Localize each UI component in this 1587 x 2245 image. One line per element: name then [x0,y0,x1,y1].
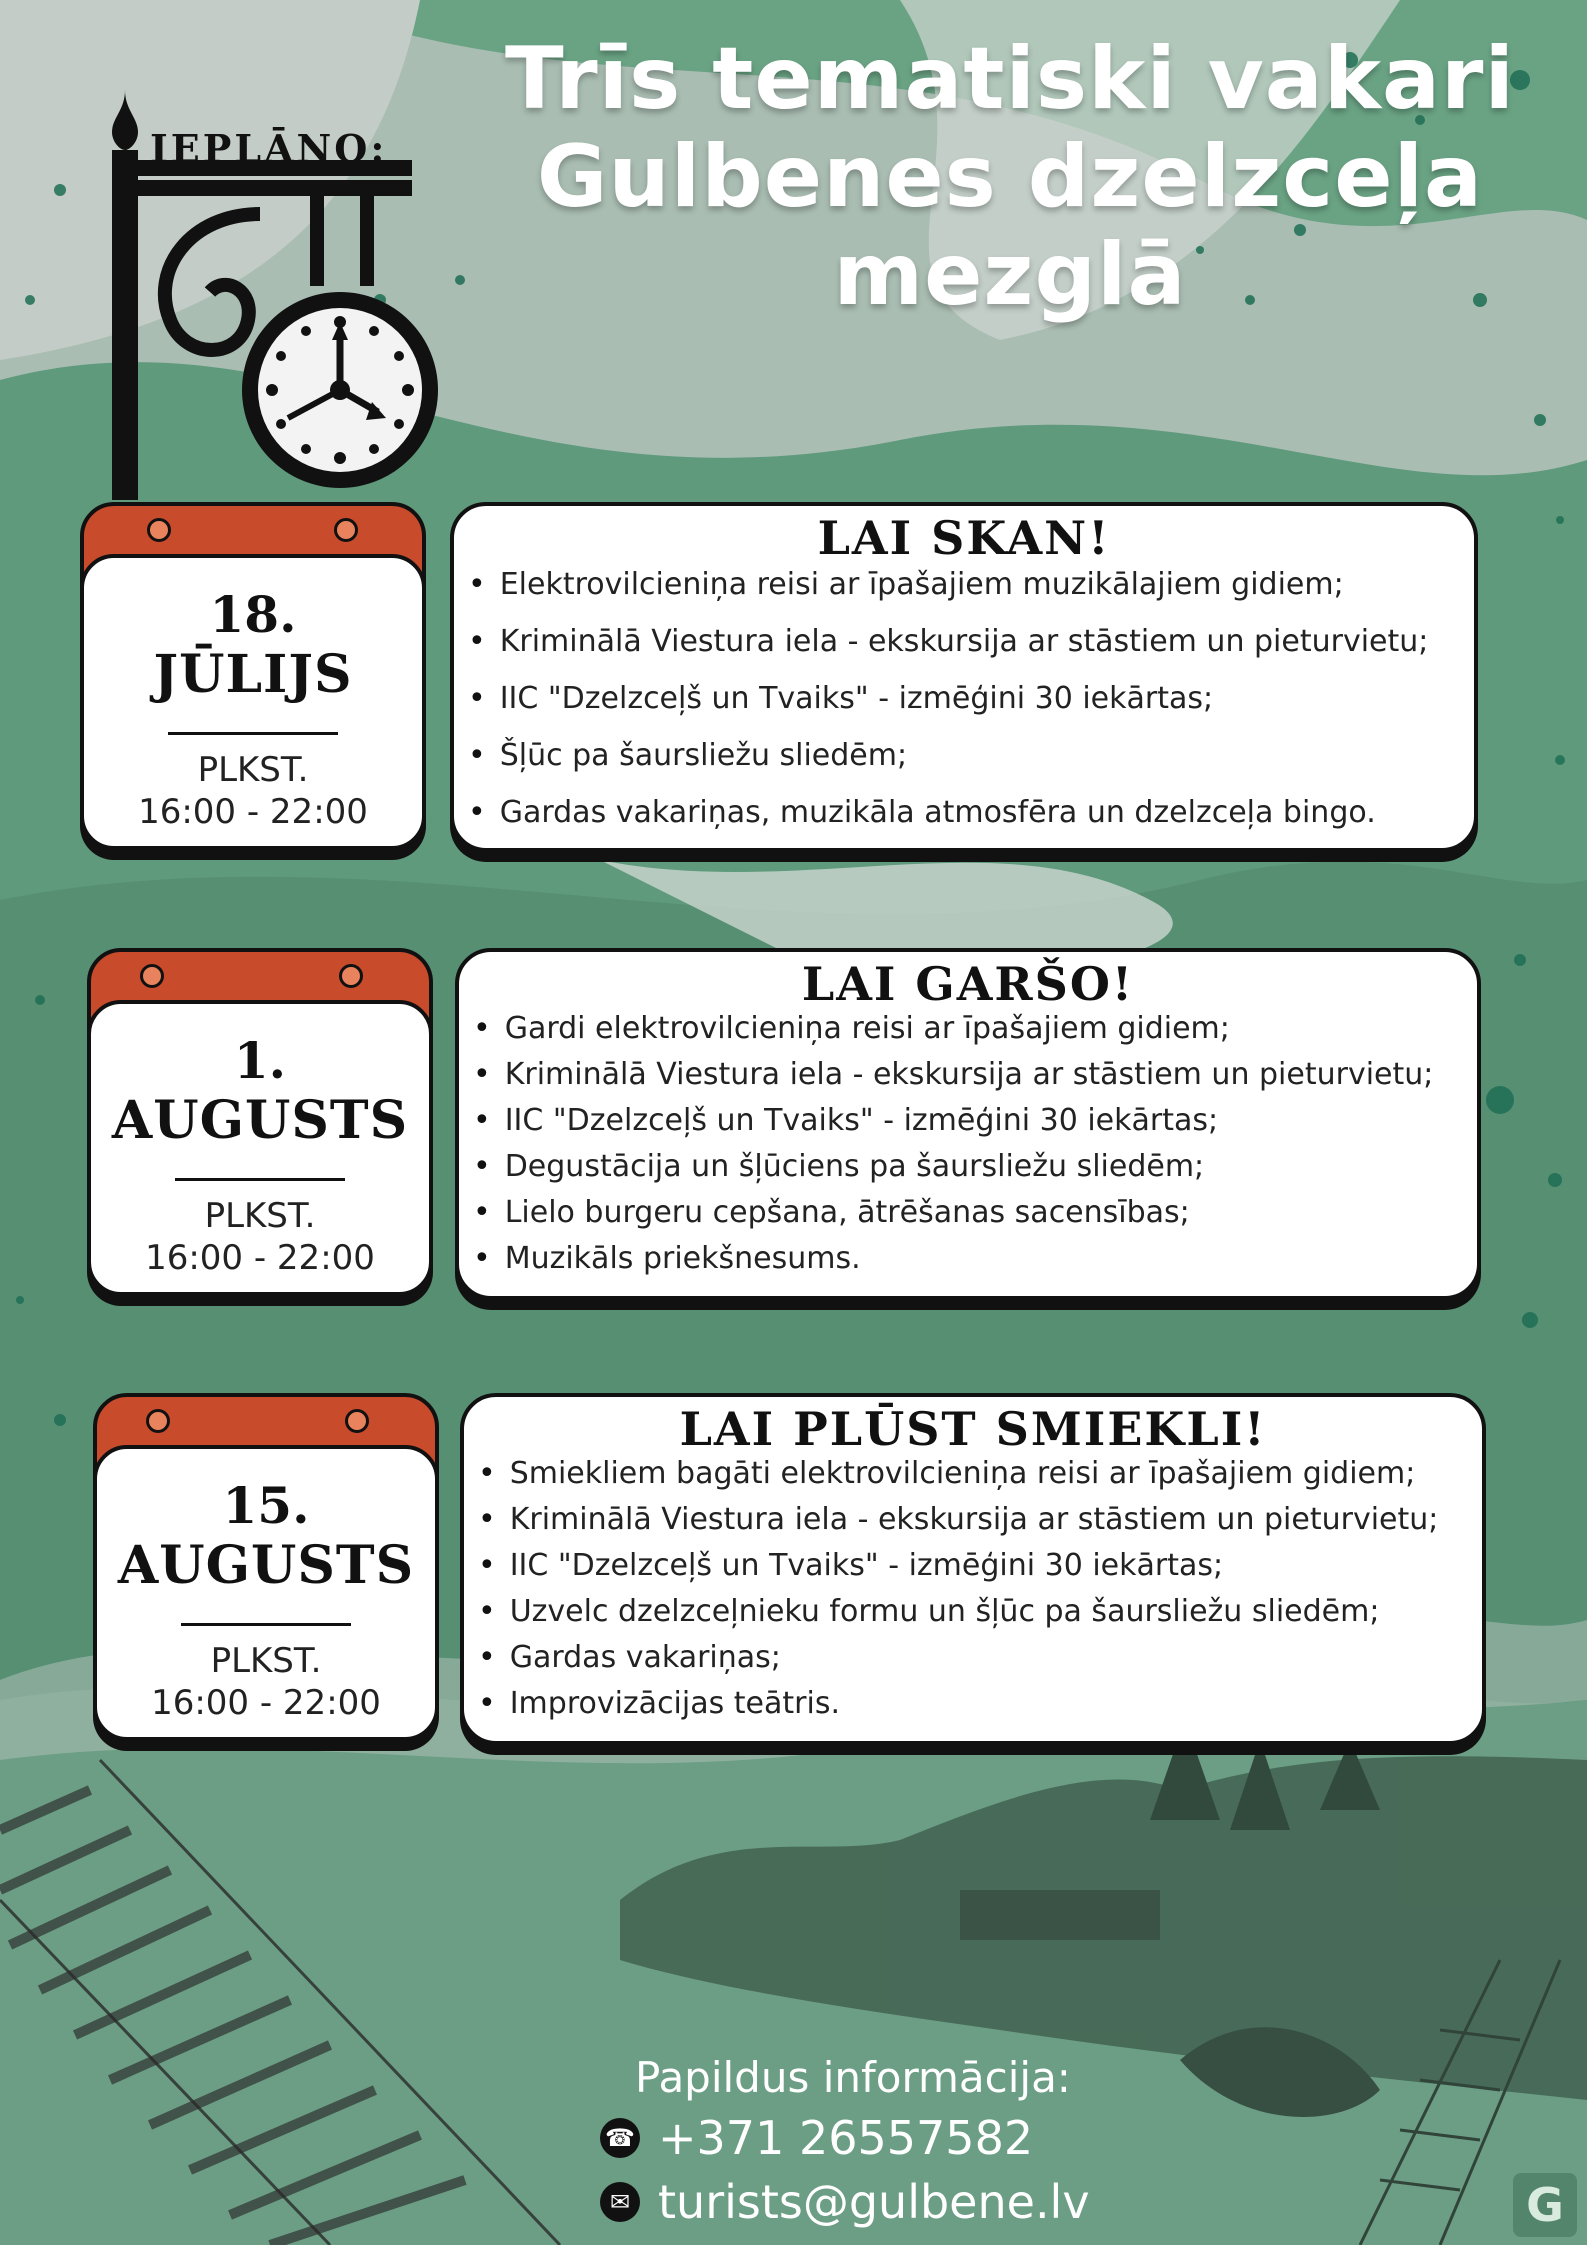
contact-label: Papildus informācija: [635,2053,1071,2102]
event-time: 16:00 - 22:00 [138,792,368,832]
logo-text: IEPLĀNO: [150,126,388,171]
event-day: 1. [233,1031,287,1090]
event-month: AUGUSTS [117,1535,415,1596]
calendar-ring [140,964,164,988]
list-item: • IIC "Dzelzceļš un Tvaiks" - izmēģini 30 iekārtas; [478,1543,1482,1589]
list-item: • Uzvelc dzelzceļnieku formu un šļūc pa šaursliežu sliedēm; [478,1589,1482,1635]
list-item: • Improvizācijas teātris. [478,1681,1482,1727]
time-label: PLKST. [204,1196,316,1236]
list-item: • Kriminālā Viestura iela - ekskursija ar stāstiem un pieturvietu; [468,613,1474,670]
calendar-sheet [87,1000,433,1296]
calendar-ring [339,964,363,988]
divider [181,1623,351,1626]
calendar-ring [146,1409,170,1433]
list-item: • Smiekliem bagāti elektrovilcieniņa reisi ar īpašajiem gidiem; [478,1451,1482,1497]
list-item: • Gardi elektrovilcieniņa reisi ar īpašajiem gidiem; [473,1006,1477,1052]
event-list [459,1006,1477,1282]
list-item: • Gardas vakariņas; [478,1635,1482,1681]
event-heading: LAI SKAN! [817,511,1111,565]
calendar-ring [147,518,171,542]
list-item: • Degustācija un šļūciens pa šaursliežu sliedēm; [473,1144,1477,1190]
event-heading: LAI GARŠO! [801,957,1135,1011]
list-item: • Elektrovilcieniņa reisi ar īpašajiem muzikālajiem gidiem; [468,556,1474,613]
event-details-3 [460,1393,1486,1745]
event-month: JŪLIJS [153,644,353,705]
event-list [454,556,1474,841]
corner-logo: G [1513,2173,1577,2237]
calendar-card-3 [93,1393,439,1745]
list-item: • Gardas vakariņas, muzikāla atmosfēra un dzelzceļa bingo. [468,784,1474,841]
calendar-card-2 [87,948,433,1300]
event-details-1 [450,502,1478,852]
title-line-3: mezglā [833,225,1187,325]
divider [168,732,338,735]
time-label: PLKST. [210,1641,322,1681]
list-item: • Muzikāls priekšnesums. [473,1236,1477,1282]
event-details-2 [455,948,1481,1300]
phone-number[interactable]: +371 26557582 [658,2111,1034,2165]
page-title [440,30,1580,324]
phone-icon: ☎ [600,2118,640,2158]
divider [175,1178,345,1181]
calendar-sheet [80,554,426,850]
event-time: 16:00 - 22:00 [151,1683,381,1723]
envelope-icon: ✉ [600,2182,640,2222]
list-item: • Šļūc pa šaursliežu sliedēm; [468,727,1474,784]
contact-info [600,2052,1100,2232]
email-row[interactable] [600,2172,1100,2232]
time-label: PLKST. [197,750,309,790]
event-list [464,1451,1482,1727]
title-line-1: Trīs tematiski vakari [505,29,1515,129]
list-item: • Kriminālā Viestura iela - ekskursija ar stāstiem un pieturvietu; [478,1497,1482,1543]
calendar-sheet [93,1445,439,1741]
phone-row[interactable] [600,2108,1100,2168]
event-month: AUGUSTS [111,1090,409,1151]
event-day: 18. [209,585,297,644]
event-day: 15. [222,1476,310,1535]
calendar-ring [345,1409,369,1433]
event-time: 16:00 - 22:00 [145,1238,375,1278]
event-heading: LAI PLŪST SMIEKLI! [679,1402,1267,1456]
calendar-ring [334,518,358,542]
list-item: • IIC "Dzelzceļš un Tvaiks" - izmēģini 30 iekārtas; [468,670,1474,727]
list-item: • Lielo burgeru cepšana, ātrēšanas sacensības; [473,1190,1477,1236]
email-address[interactable]: turists@gulbene.lv [658,2175,1090,2229]
calendar-card-1 [80,502,426,854]
list-item: • IIC "Dzelzceļš un Tvaiks" - izmēģini 30 iekārtas; [473,1098,1477,1144]
title-line-2: Gulbenes dzelzceļa [536,127,1484,227]
list-item: • Kriminālā Viestura iela - ekskursija ar stāstiem un pieturvietu; [473,1052,1477,1098]
